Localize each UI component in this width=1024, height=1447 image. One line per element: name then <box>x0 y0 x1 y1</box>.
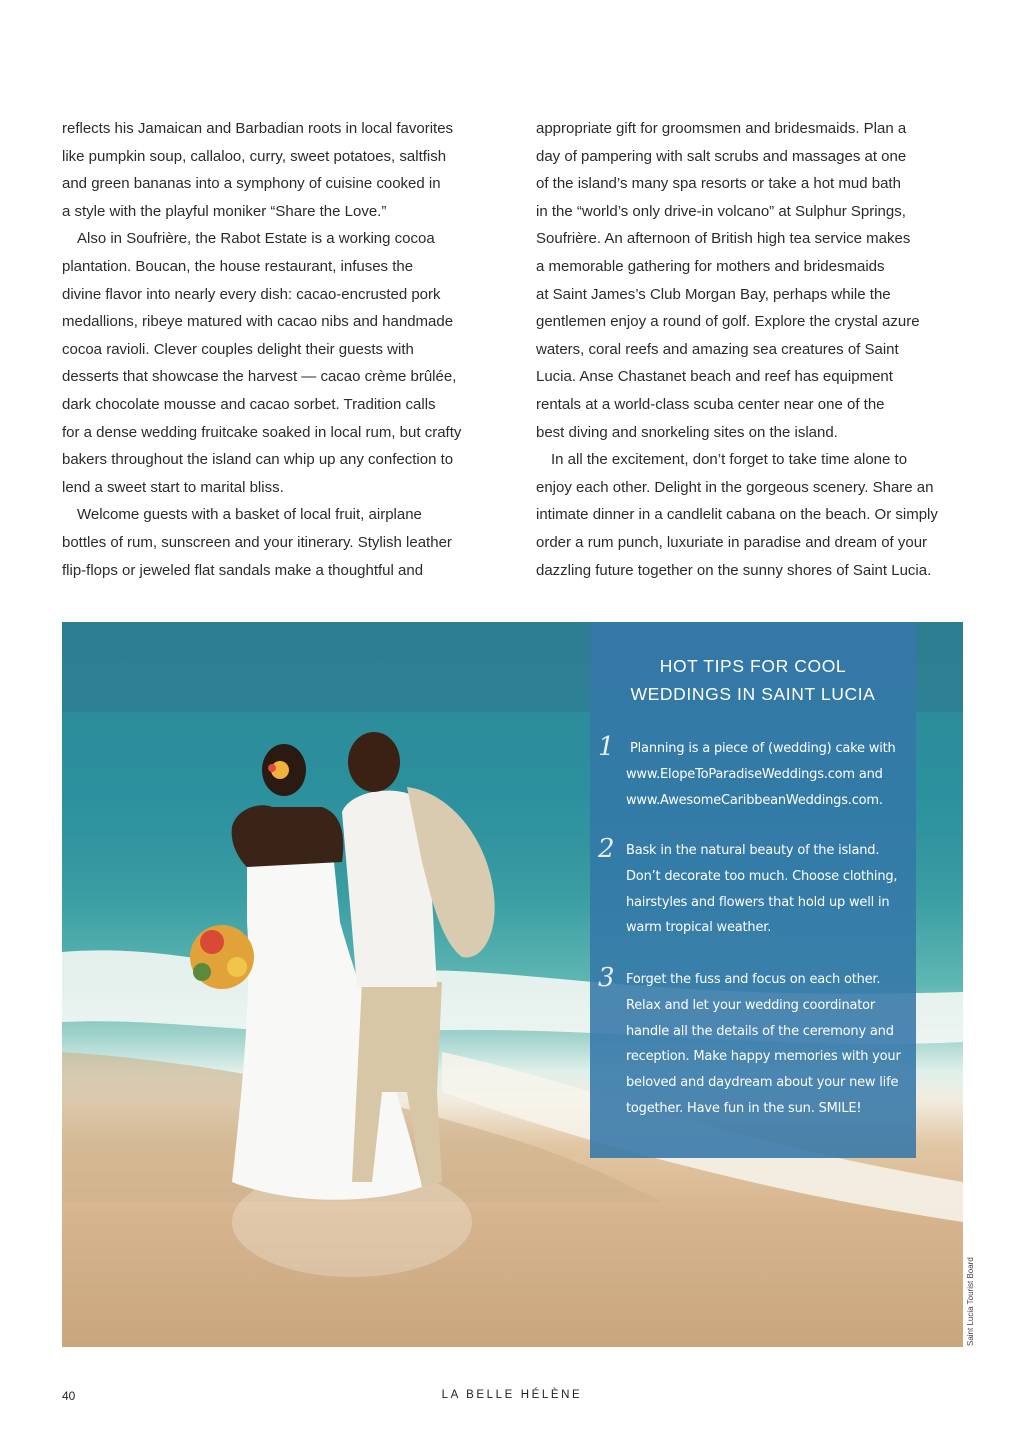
tip-line: Forget the fuss and focus on each other. <box>626 972 881 987</box>
article-line: reflects his Jamaican and Barbadian roots in local favorites <box>62 120 454 137</box>
article-line: in the “world’s only drive-in volcano” at Sulphur Springs, <box>536 202 906 220</box>
article-line: a memorable gathering for mothers and bridesmaids <box>536 257 885 275</box>
article-column-left <box>62 115 490 584</box>
hot-tips-panel <box>590 622 916 1158</box>
article-line: Soufrière. An afternoon of British high tea service makes <box>536 230 911 248</box>
article-line: and green bananas into a symphony of cuisine cooked in <box>62 175 441 193</box>
article-line: best diving and snorkeling sites on the island. <box>536 423 838 441</box>
article-line: a style with the playful moniker “Share the Love.” <box>62 202 387 220</box>
tip-line: www.AwesomeCaribbeanWeddings.com. <box>626 792 883 808</box>
article-line: at Saint James’s Club Morgan Bay, perhaps while the <box>536 285 891 303</box>
article-line: enjoy each other. Delight in the gorgeous scenery. Share an <box>536 478 934 496</box>
article-line: rentals at a world-class scuba center near one of the <box>536 395 885 413</box>
tips-title <box>590 652 916 708</box>
article-line: Also in Soufrière, the Rabot Estate is a working cocoa <box>77 230 435 248</box>
article-line: waters, coral reefs and amazing sea creatures of Saint <box>536 340 899 358</box>
magazine-name: LA BELLE HÉLÈNE <box>441 1389 583 1401</box>
tip-text <box>626 838 916 941</box>
photo-credit: Saint Lucia Tourist Board <box>966 1257 975 1346</box>
tip-line: warm tropical weather. <box>626 920 772 936</box>
tip-number: 2 <box>598 834 615 864</box>
article-line: gentlemen enjoy a round of golf. Explore the crystal azure <box>536 313 920 331</box>
article-line: In all the excitement, don’t forget to take time alone to <box>551 451 908 469</box>
article-line: Welcome guests with a basket of local fruit, airplane <box>77 506 422 524</box>
article-line: bakers throughout the island can whip up any confection to <box>62 451 454 469</box>
article-line: medallions, ribeye matured with cacao nibs and handmade <box>62 313 454 331</box>
tip-line: reception. Make happy memories with your <box>626 1049 901 1065</box>
tip-line: beloved and daydream about your new life <box>626 1075 899 1091</box>
article-line: desserts that showcase the harvest — cacao crème brûlée, <box>62 368 457 386</box>
tip-line: hairstyles and flowers that hold up well in <box>626 894 890 910</box>
tip-line: www.ElopeToParadiseWeddings.com and <box>626 766 883 782</box>
article-line: day of pampering with salt scrubs and massages at one <box>536 147 907 165</box>
article-line: flip-flops or jeweled flat sandals make a thoughtful and <box>62 561 424 579</box>
article-line: cocoa ravioli. Clever couples delight their guests with <box>62 340 414 358</box>
article-line: like pumpkin soup, callaloo, curry, sweet potatoes, saltfish <box>62 147 447 165</box>
tips-title-line-2: WEDDINGS IN SAINT LUCIA <box>630 684 876 704</box>
article-line: dark chocolate mousse and cacao sorbet. Tradition calls <box>62 395 436 413</box>
article-line: dazzling future together on the sunny shores of Saint Lucia. <box>536 561 932 579</box>
tip-line: Don’t decorate too much. Choose clothing, <box>626 868 898 884</box>
article-line: order a rum punch, luxuriate in paradise and dream of your <box>536 533 928 551</box>
article-line: for a dense wedding fruitcake soaked in local rum, but crafty <box>62 423 462 441</box>
tip-line: handle all the details of the ceremony and <box>626 1023 894 1039</box>
article-line: bottles of rum, sunscreen and your itinerary. Stylish leather <box>62 533 452 551</box>
tip-number: 1 <box>598 732 615 762</box>
article-line: divine flavor into nearly every dish: cacao-encrusted pork <box>62 285 441 303</box>
article-line: appropriate gift for groomsmen and bridesmaids. Plan a <box>536 120 907 137</box>
article-line: of the island’s many spa resorts or take a hot mud bath <box>536 175 901 193</box>
tip-line: Relax and let your wedding coordinator <box>626 997 876 1013</box>
article-line: plantation. Boucan, the house restaurant, infuses the <box>62 257 414 275</box>
tip-line: Planning is a piece of (wedding) cake with <box>630 741 896 756</box>
tip-number: 3 <box>598 963 615 993</box>
tip-text <box>626 967 916 1122</box>
page-number: 40 <box>62 1389 76 1403</box>
tip-text <box>626 736 920 813</box>
tips-title-line-1: HOT TIPS FOR COOL <box>659 656 847 676</box>
article-line: Lucia. Anse Chastanet beach and reef has equipment <box>536 368 893 386</box>
article-line: intimate dinner in a candlelit cabana on the beach. Or simply <box>536 506 938 524</box>
article-line: lend a sweet start to marital bliss. <box>62 478 284 496</box>
article-column-right <box>536 115 964 584</box>
tip-line: Bask in the natural beauty of the island. <box>626 843 880 858</box>
tip-line: together. Have fun in the sun. SMILE! <box>626 1100 862 1116</box>
